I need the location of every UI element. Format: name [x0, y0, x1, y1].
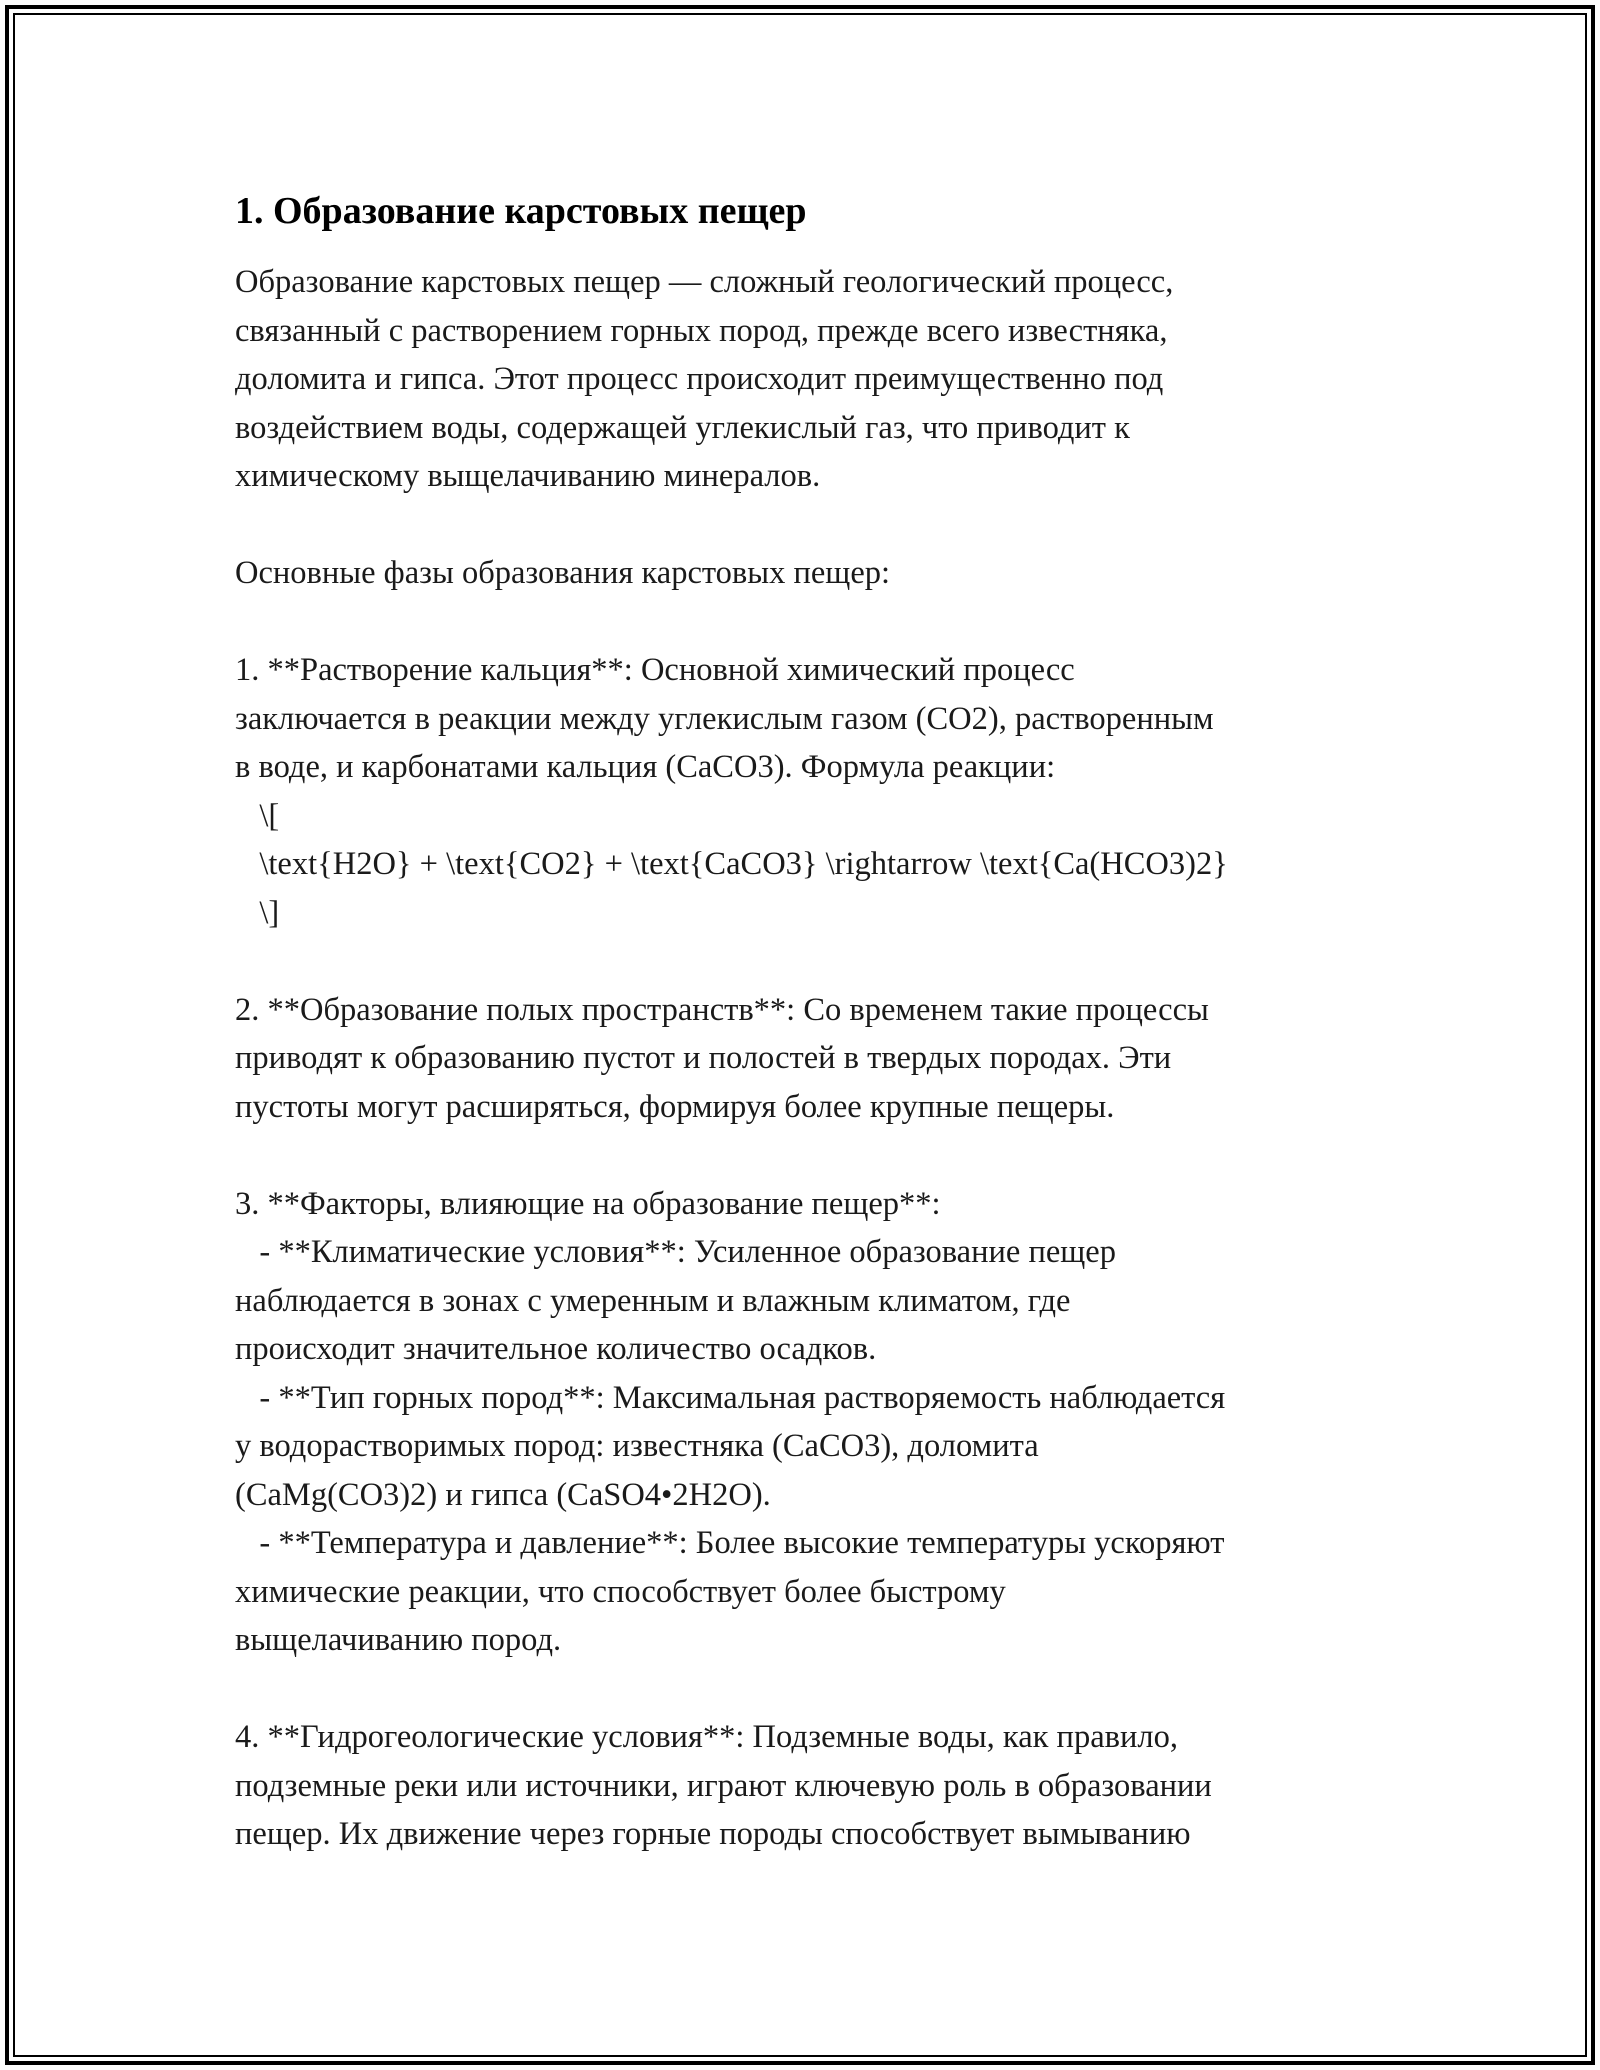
- formula-line: \[: [235, 797, 280, 834]
- list-item-1: [235, 646, 1385, 937]
- text-line: - **Тип горных пород**: Максимальная растворяемость наблюдается: [235, 1379, 1226, 1416]
- paragraph-gap: [235, 937, 1385, 986]
- paragraph-gap: [235, 598, 1385, 647]
- text-line: - **Климатические условия**: Усиленное образование пещер: [235, 1234, 1116, 1270]
- text-line: пустоты могут расширяться, формируя более крупные пещеры.: [235, 1088, 1115, 1125]
- text-line: у водорастворимых пород: известняка (CaCO3), доломита: [235, 1428, 1039, 1464]
- text-line: приводят к образованию пустот и полостей в твердых породах. Эти: [235, 1040, 1172, 1076]
- phases-intro: Основные фазы образования карстовых пещер:: [235, 555, 891, 591]
- formula-line: \text{H2O} + \text{CO2} + \text{CaCO3} \rightarrow \text{Ca(HCO3)2}: [235, 846, 1228, 882]
- text-line: происходит значительное количество осадков.: [235, 1331, 877, 1367]
- list-item-3: [235, 1180, 1385, 1665]
- text-line: наблюдается в зонах с умеренным и влажным климатом, где: [235, 1282, 1071, 1319]
- text-line: доломита и гипса. Этот процесс происходит преимущественно под: [235, 361, 1164, 397]
- paragraph-gap: [235, 501, 1385, 550]
- text-line: связанный с растворением горных пород, прежде всего известняка,: [235, 312, 1168, 349]
- document-page: [235, 186, 1385, 1859]
- section-heading: 1. Образование карстовых пещер: [235, 190, 807, 232]
- text-line: 4. **Гидрогеологические условия**: Подземные воды, как правило,: [235, 1719, 1178, 1755]
- text-line: воздействием воды, содержащей углекислый газ, что приводит к: [235, 409, 1130, 446]
- text-line: Образование карстовых пещер — сложный геологический процесс,: [235, 264, 1174, 300]
- text-line: 3. **Факторы, влияющие на образование пещер**:: [235, 1185, 941, 1222]
- text-line: выщелачиванию пород.: [235, 1622, 562, 1658]
- intro-paragraph: [235, 258, 1385, 501]
- text-line: химическому выщелачиванию минералов.: [235, 458, 821, 494]
- paragraph-gap: [235, 1131, 1385, 1180]
- paragraph-gap: [235, 1665, 1385, 1714]
- text-line: (CaMg(CO3)2) и гипса (CaSO4•2H2O).: [235, 1476, 771, 1513]
- text-line: заключается в реакции между углекислым газом (CO2), растворенным: [235, 700, 1214, 737]
- text-line: 1. **Растворение кальция**: Основной химический процесс: [235, 652, 1075, 688]
- text-line: пещер. Их движение через горные породы способствует вымыванию: [235, 1816, 1191, 1852]
- formula-line: \]: [235, 894, 280, 931]
- text-line: 2. **Образование полых пространств**: Со временем такие процессы: [235, 991, 1209, 1028]
- list-item-4: [235, 1713, 1385, 1859]
- text-line: подземные реки или источники, играют ключевую роль в образовании: [235, 1767, 1212, 1804]
- text-line: химические реакции, что способствует более быстрому: [235, 1573, 1006, 1610]
- text-line: в воде, и карбонатами кальция (CaCO3). Формула реакции:: [235, 749, 1056, 785]
- text-line: - **Температура и давление**: Более высокие температуры ускоряют: [235, 1525, 1225, 1561]
- list-item-2: [235, 986, 1385, 1132]
